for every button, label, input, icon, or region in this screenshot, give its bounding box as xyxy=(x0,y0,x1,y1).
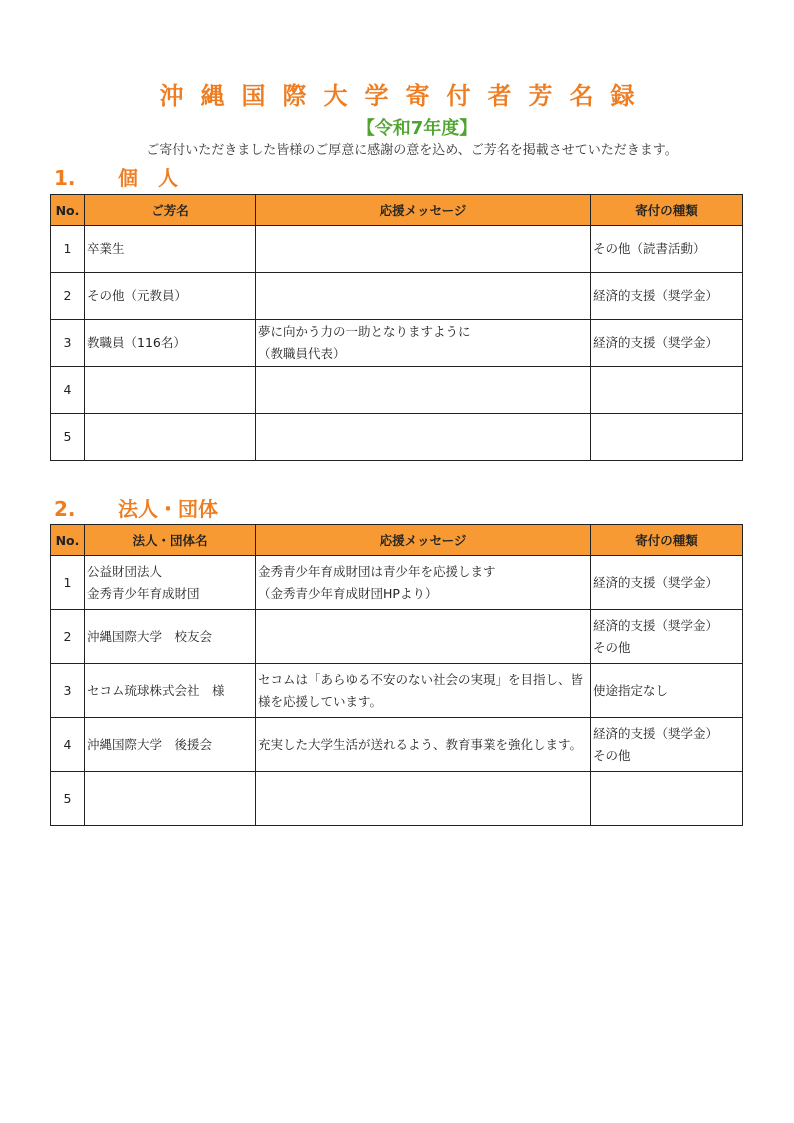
table-row xyxy=(51,610,743,664)
cell-no: 2 xyxy=(51,610,85,664)
table-row xyxy=(51,414,743,461)
cell-no: 1 xyxy=(51,226,85,273)
table-row xyxy=(51,664,743,718)
table-row xyxy=(51,718,743,772)
column-header-donation-type: 寄付の種類 xyxy=(591,525,743,556)
table-row xyxy=(51,320,743,367)
column-header-donation-type: 寄付の種類 xyxy=(591,195,743,226)
cell-no: 4 xyxy=(51,367,85,414)
table-row xyxy=(51,273,743,320)
cell-message xyxy=(256,610,591,664)
column-header-message: 応援メッセージ xyxy=(256,525,591,556)
cell-donation-type: 使途指定なし xyxy=(591,664,743,718)
cell-message: 夢に向かう力の一助となりますように （教職員代表） xyxy=(256,320,591,367)
cell-donation-type: 経済的支援（奨学金） その他 xyxy=(591,610,743,664)
cell-donation-type: その他（読書活動） xyxy=(591,226,743,273)
cell-donation-type xyxy=(591,367,743,414)
cell-name: 卒業生 xyxy=(85,226,256,273)
cell-donation-type: 経済的支援（奨学金） xyxy=(591,273,743,320)
cell-message xyxy=(256,226,591,273)
cell-message xyxy=(256,273,591,320)
cell-message: 充実した大学生活が送れるよう、教育事業を強化します。 xyxy=(256,718,591,772)
cell-message xyxy=(256,414,591,461)
cell-name: 沖縄国際大学 後援会 xyxy=(85,718,256,772)
cell-donation-type xyxy=(591,772,743,826)
cell-name xyxy=(85,414,256,461)
cell-donation-type xyxy=(591,414,743,461)
cell-name: セコム琉球株式会社 様 xyxy=(85,664,256,718)
column-header-no: No. xyxy=(51,195,85,226)
individual-donors-table xyxy=(50,194,743,461)
cell-name xyxy=(85,367,256,414)
cell-donation-type: 経済的支援（奨学金） xyxy=(591,320,743,367)
section-title: 個 人 xyxy=(118,166,178,190)
column-header-name: ご芳名 xyxy=(85,195,256,226)
cell-no: 4 xyxy=(51,718,85,772)
cell-message: 金秀青少年育成財団は青少年を応援します （金秀青少年育成財団HPより） xyxy=(256,556,591,610)
section-number: 2. xyxy=(54,497,76,521)
table-header-row xyxy=(51,195,743,226)
table-header-row xyxy=(51,525,743,556)
organization-donors-table xyxy=(50,524,743,826)
table-row xyxy=(51,367,743,414)
column-header-name: 法人・団体名 xyxy=(85,525,256,556)
intro-text: ご寄付いただきました皆様のご厚意に感謝の意を込め、ご芳名を掲載させていただきます。 xyxy=(146,143,678,158)
cell-donation-type: 経済的支援（奨学金） その他 xyxy=(591,718,743,772)
section-heading-individuals xyxy=(54,162,178,191)
section-number: 1. xyxy=(54,166,76,190)
cell-no: 2 xyxy=(51,273,85,320)
section-heading-organizations xyxy=(54,493,218,522)
column-header-no: No. xyxy=(51,525,85,556)
table-row xyxy=(51,226,743,273)
column-header-message: 応援メッセージ xyxy=(256,195,591,226)
cell-name: 公益財団法人 金秀青少年育成財団 xyxy=(85,556,256,610)
cell-donation-type: 経済的支援（奨学金） xyxy=(591,556,743,610)
cell-message xyxy=(256,772,591,826)
cell-name xyxy=(85,772,256,826)
cell-no: 5 xyxy=(51,414,85,461)
section-title: 法人・団体 xyxy=(118,497,218,521)
cell-no: 5 xyxy=(51,772,85,826)
table-row xyxy=(51,556,743,610)
cell-no: 1 xyxy=(51,556,85,610)
fiscal-year-subtitle: 【令和7年度】 xyxy=(356,118,478,139)
cell-no: 3 xyxy=(51,664,85,718)
cell-name: 教職員（116名） xyxy=(85,320,256,367)
cell-name: その他（元教員） xyxy=(85,273,256,320)
table-row xyxy=(51,772,743,826)
cell-message xyxy=(256,367,591,414)
cell-name: 沖縄国際大学 校友会 xyxy=(85,610,256,664)
cell-message: セコムは「あらゆる不安のない社会の実現」を目指し、皆様を応援しています。 xyxy=(256,664,591,718)
cell-no: 3 xyxy=(51,320,85,367)
page-title: 沖縄国際大学寄付者芳名録 xyxy=(159,82,652,110)
